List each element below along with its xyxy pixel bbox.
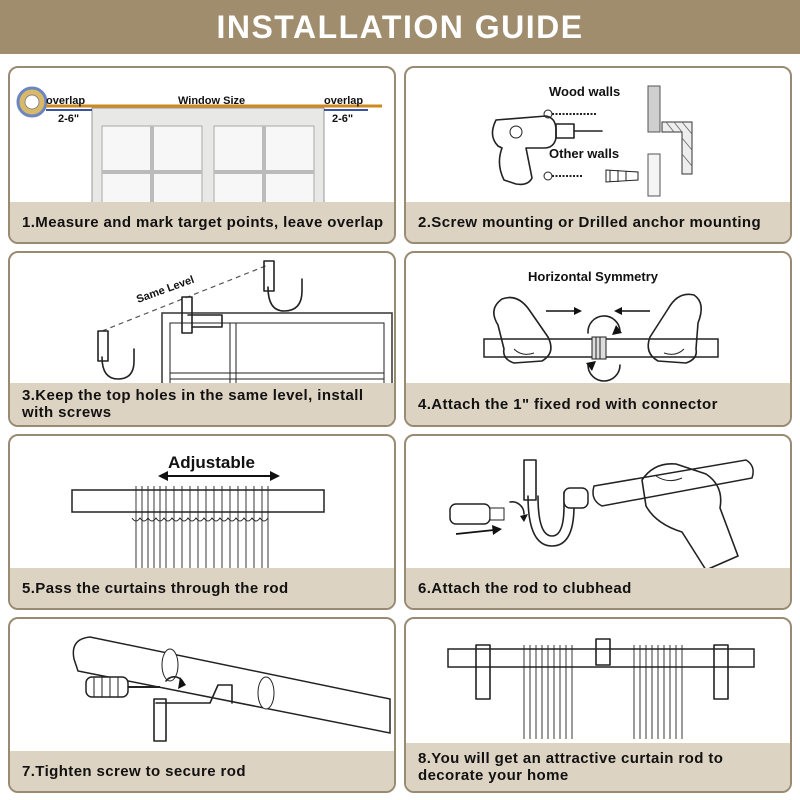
step-6-panel xyxy=(404,434,792,610)
adjustable-arrow-icon xyxy=(158,471,280,481)
step-3-panel xyxy=(8,251,396,427)
step-3-caption: 3.Keep the top holes in the same level, install with screws xyxy=(10,383,394,425)
push-arrow-left-icon xyxy=(614,307,650,315)
window-size-label: Window Size xyxy=(178,95,246,107)
adjustable-label: Adjustable xyxy=(168,453,255,472)
step-2-panel xyxy=(404,66,792,244)
wood-walls-label: Wood walls xyxy=(549,84,621,99)
wall-anchor-icon xyxy=(606,170,638,182)
curtain-top-waves xyxy=(132,518,268,521)
overlap-left-label: overlap xyxy=(46,95,86,107)
step-6-caption: 6.Attach the rod to clubhead xyxy=(406,568,790,608)
step-7-panel xyxy=(8,617,396,793)
range-left-label: 2-6" xyxy=(58,113,80,125)
rod-connector xyxy=(592,337,606,359)
step-4-caption: 4.Attach the 1" fixed rod with connector xyxy=(406,383,790,425)
step-8-panel xyxy=(404,617,792,793)
curtain-rod xyxy=(593,460,753,506)
wall-corner xyxy=(662,122,692,174)
step-4-panel xyxy=(404,251,792,427)
step-5-panel xyxy=(8,434,396,610)
step-7-caption: 7.Tighten screw to secure rod xyxy=(10,751,394,791)
step-2-caption: 2.Screw mounting or Drilled anchor mounting xyxy=(406,202,790,242)
rotate-arrow-icon xyxy=(510,502,528,522)
page-title: INSTALLATION GUIDE xyxy=(216,9,584,45)
step-1-caption: 1.Measure and mark target points, leave overlap xyxy=(10,202,394,242)
other-screw-icon xyxy=(544,172,582,180)
finial-cap-icon xyxy=(450,504,504,524)
rod-plug xyxy=(564,488,588,508)
step-8-caption: 8.You will get an attractive curtain rod to decorate your home xyxy=(406,743,790,791)
overlap-right-label: overlap xyxy=(324,95,364,107)
tape-measure-icon xyxy=(18,88,46,116)
step-5-caption: 5.Pass the curtains through the rod xyxy=(10,568,394,608)
range-right-label: 2-6" xyxy=(332,113,354,125)
insert-arrow-icon xyxy=(456,525,502,535)
wood-screw-icon xyxy=(544,110,596,118)
symmetry-label: Horizontal Symmetry xyxy=(528,269,659,284)
same-level-label: Same Level xyxy=(134,273,196,306)
header-banner xyxy=(0,0,800,54)
bracket-right-icon xyxy=(264,261,302,311)
step-1-panel xyxy=(8,66,396,244)
push-arrow-right-icon xyxy=(546,307,582,315)
other-walls-label: Other walls xyxy=(549,146,620,161)
bracket-left-icon xyxy=(98,331,134,379)
wood-wall-section xyxy=(648,86,660,132)
other-wall-section xyxy=(648,154,660,196)
